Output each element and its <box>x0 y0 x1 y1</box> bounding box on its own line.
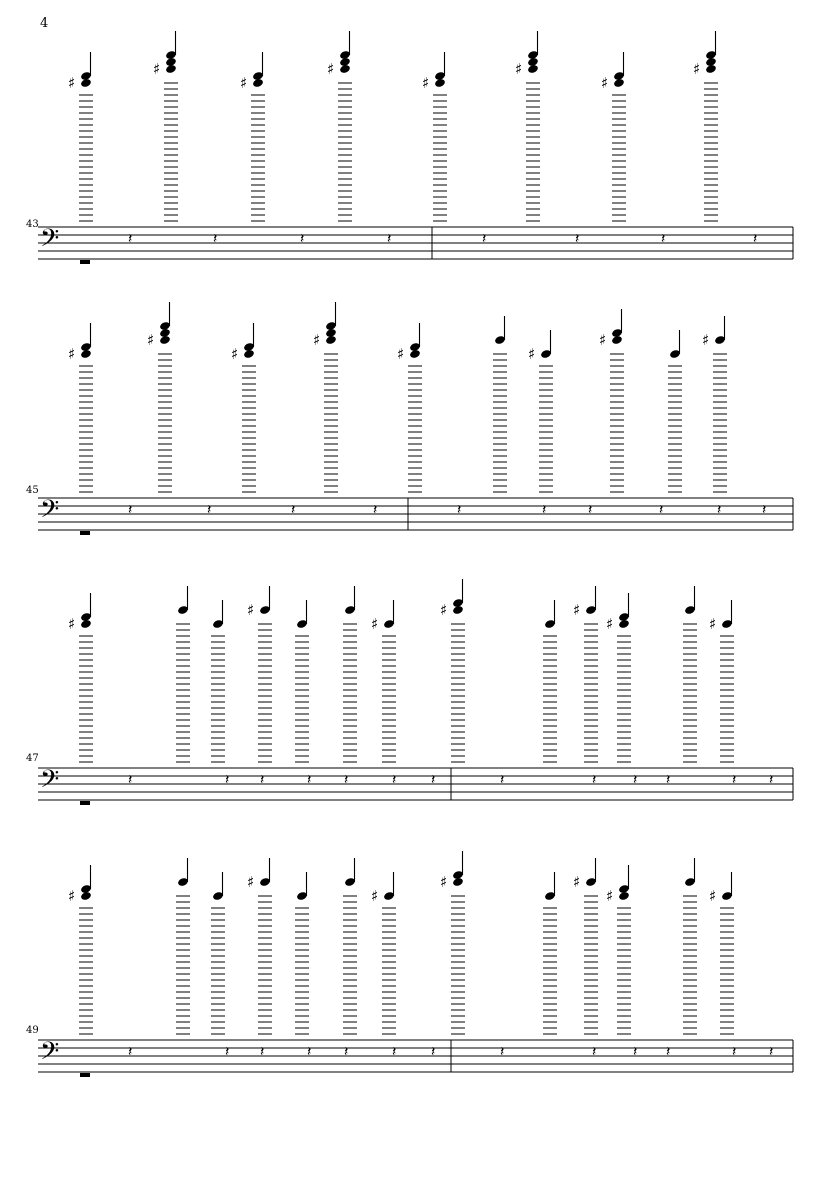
sharp-icon: ♯ <box>528 345 536 363</box>
sharp-icon: ♯ <box>709 615 717 633</box>
page-number: 4 <box>40 16 49 31</box>
quarter-rest-icon: 𝄽 <box>225 1044 230 1060</box>
quarter-rest-icon: 𝄽 <box>207 502 212 518</box>
sharp-icon: ♯ <box>327 60 335 78</box>
quarter-rest-icon: 𝄽 <box>500 1044 505 1060</box>
quarter-rest-icon: 𝄽 <box>387 231 392 247</box>
sharp-icon: ♯ <box>601 74 609 92</box>
quarter-rest-icon: 𝄽 <box>392 772 397 788</box>
quarter-rest-icon: 𝄽 <box>213 231 218 247</box>
quarter-rest-icon: 𝄽 <box>128 502 133 518</box>
sharp-icon: ♯ <box>153 60 161 78</box>
quarter-rest-icon: 𝄽 <box>431 772 436 788</box>
sharp-icon: ♯ <box>247 873 255 891</box>
quarter-rest-icon: 𝄽 <box>307 1044 312 1060</box>
quarter-rest-icon: 𝄽 <box>482 231 487 247</box>
bass-clef-icon: 𝄢 <box>40 765 60 800</box>
quarter-rest-icon: 𝄽 <box>659 502 664 518</box>
bass-clef-icon: 𝄢 <box>40 1037 60 1072</box>
sharp-icon: ♯ <box>397 345 405 363</box>
measure-number: 43 <box>26 219 39 230</box>
sharp-icon: ♯ <box>606 615 614 633</box>
quarter-rest-icon: 𝄽 <box>307 772 312 788</box>
quarter-rest-icon: 𝄽 <box>769 772 774 788</box>
sharp-icon: ♯ <box>371 615 379 633</box>
sharp-icon: ♯ <box>313 331 321 349</box>
quarter-rest-icon: 𝄽 <box>661 231 666 247</box>
sharp-icon: ♯ <box>440 873 448 891</box>
sharp-icon: ♯ <box>422 74 430 92</box>
whole-rest <box>80 801 90 805</box>
sharp-icon: ♯ <box>599 331 607 349</box>
sharp-icon: ♯ <box>693 60 701 78</box>
quarter-rest-icon: 𝄽 <box>732 772 737 788</box>
sharp-icon: ♯ <box>68 615 76 633</box>
measure-number: 47 <box>26 753 39 764</box>
quarter-rest-icon: 𝄽 <box>128 772 133 788</box>
sharp-icon: ♯ <box>240 74 248 92</box>
sharp-icon: ♯ <box>147 331 155 349</box>
quarter-rest-icon: 𝄽 <box>666 772 671 788</box>
quarter-rest-icon: 𝄽 <box>392 1044 397 1060</box>
sharp-icon: ♯ <box>231 345 239 363</box>
quarter-rest-icon: 𝄽 <box>753 231 758 247</box>
quarter-rest-icon: 𝄽 <box>592 1044 597 1060</box>
sharp-icon: ♯ <box>371 887 379 905</box>
quarter-rest-icon: 𝄽 <box>762 502 767 518</box>
measure-number: 49 <box>26 1025 39 1036</box>
sharp-icon: ♯ <box>68 345 76 363</box>
quarter-rest-icon: 𝄽 <box>717 502 722 518</box>
quarter-rest-icon: 𝄽 <box>588 502 593 518</box>
quarter-rest-icon: 𝄽 <box>457 502 462 518</box>
sharp-icon: ♯ <box>440 601 448 619</box>
quarter-rest-icon: 𝄽 <box>373 502 378 518</box>
quarter-rest-icon: 𝄽 <box>260 1044 265 1060</box>
bass-clef-icon: 𝄢 <box>40 224 60 259</box>
quarter-rest-icon: 𝄽 <box>633 1044 638 1060</box>
sharp-icon: ♯ <box>247 601 255 619</box>
quarter-rest-icon: 𝄽 <box>128 1044 133 1060</box>
sharp-icon: ♯ <box>573 601 581 619</box>
sharp-icon: ♯ <box>606 887 614 905</box>
quarter-rest-icon: 𝄽 <box>592 772 597 788</box>
quarter-rest-icon: 𝄽 <box>128 231 133 247</box>
whole-rest <box>80 1073 90 1077</box>
quarter-rest-icon: 𝄽 <box>769 1044 774 1060</box>
sharp-icon: ♯ <box>515 60 523 78</box>
quarter-rest-icon: 𝄽 <box>575 231 580 247</box>
quarter-rest-icon: 𝄽 <box>633 772 638 788</box>
quarter-rest-icon: 𝄽 <box>291 502 296 518</box>
quarter-rest-icon: 𝄽 <box>542 502 547 518</box>
sharp-icon: ♯ <box>709 887 717 905</box>
quarter-rest-icon: 𝄽 <box>431 1044 436 1060</box>
quarter-rest-icon: 𝄽 <box>225 772 230 788</box>
whole-rest <box>80 260 90 264</box>
quarter-rest-icon: 𝄽 <box>666 1044 671 1060</box>
measure-number: 45 <box>26 485 39 496</box>
quarter-rest-icon: 𝄽 <box>500 772 505 788</box>
sharp-icon: ♯ <box>702 331 710 349</box>
sharp-icon: ♯ <box>68 74 76 92</box>
quarter-rest-icon: 𝄽 <box>344 1044 349 1060</box>
quarter-rest-icon: 𝄽 <box>260 772 265 788</box>
sharp-icon: ♯ <box>68 887 76 905</box>
quarter-rest-icon: 𝄽 <box>300 231 305 247</box>
quarter-rest-icon: 𝄽 <box>344 772 349 788</box>
bass-clef-icon: 𝄢 <box>40 495 60 530</box>
whole-rest <box>80 531 90 535</box>
quarter-rest-icon: 𝄽 <box>732 1044 737 1060</box>
sharp-icon: ♯ <box>573 873 581 891</box>
